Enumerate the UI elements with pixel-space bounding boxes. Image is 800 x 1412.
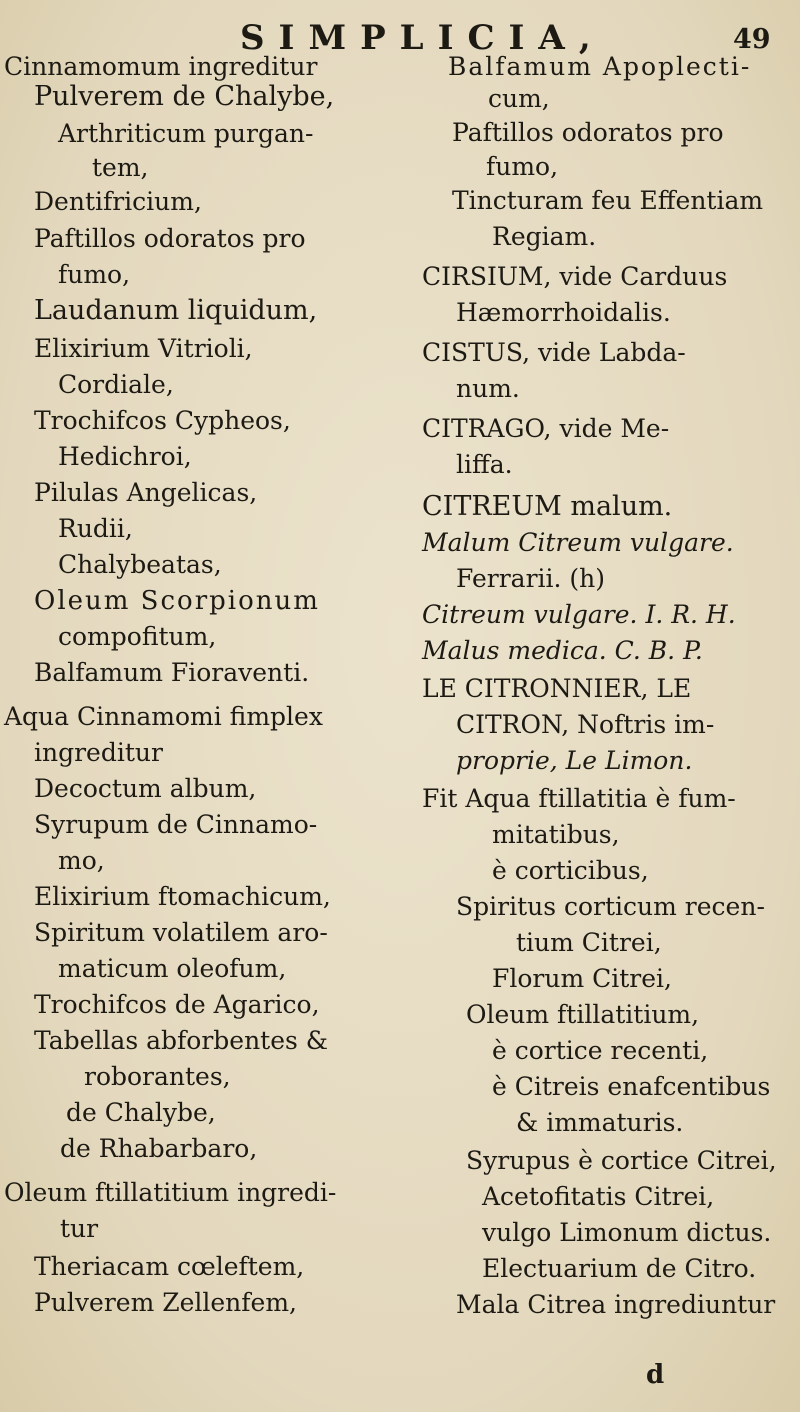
text-line: Hæmorrhoidalis. (456, 298, 671, 327)
text-line: Rudii, (58, 514, 133, 543)
text-line: Syrupum de Cinnamo- (34, 810, 318, 839)
text-line: Electuarium de Citro. (482, 1254, 757, 1283)
text-line: Ferrarii. (h) (456, 564, 606, 593)
text-line: Oleum ftillatitium, (466, 1000, 700, 1029)
text-line: & immaturis. (516, 1108, 684, 1137)
text-line: roborantes, (84, 1062, 231, 1091)
text-line: Aqua Cinnamomi fimplex (4, 702, 323, 731)
text-line: Acetofitatis Citrei, (482, 1182, 715, 1211)
text-line: tem, (92, 153, 149, 182)
text-line: LE CITRONNIER, LE (422, 674, 692, 703)
text-line: tium Citrei, (516, 928, 662, 957)
text-line: liffa. (456, 450, 513, 479)
text-line: tur (60, 1214, 99, 1243)
text-line: Trochifcos de Agarico, (34, 990, 320, 1019)
text-line: è corticibus, (492, 856, 649, 885)
text-line: CITRAGO, vide Me- (422, 414, 670, 443)
right-column (412, 52, 800, 1372)
text-line: CITREUM malum. (422, 491, 673, 522)
text-line: Pilulas Angelicas, (34, 478, 258, 507)
text-line: Balfamum Fioraventi. (34, 658, 310, 687)
text-line: Arthriticum purgan- (58, 119, 314, 148)
text-line: è cortice recenti, (492, 1036, 709, 1065)
text-line: de Rhabarbaro, (60, 1134, 258, 1163)
text-line: mitatibus, (492, 820, 620, 849)
text-line: Paftillos odoratos pro (34, 224, 306, 253)
text-line: maticum oleofum, (58, 954, 287, 983)
text-line: Syrupus è cortice Citrei, (466, 1146, 777, 1175)
text-line: Tincturam feu Effentiam (452, 186, 764, 215)
text-line: Chalybeatas, (58, 550, 222, 579)
text-line: Malum Citreum vulgare. (422, 528, 734, 557)
text-line: Fit Aqua ftillatitia è fum- (422, 784, 736, 813)
text-line: CITRON, Noftris im- (456, 710, 715, 739)
text-line: CIRSIUM, vide Carduus (422, 262, 728, 291)
text-line: cum, (488, 84, 550, 113)
text-line: Elixirium ftomachicum, (34, 882, 331, 911)
page-number: 49 (733, 24, 771, 55)
catchword: d (646, 1360, 665, 1390)
text-line: Cinnamomum ingreditur (4, 52, 318, 81)
left-column (0, 52, 400, 1372)
text-line: Malus medica. C. B. P. (422, 636, 703, 665)
text-line: Dentifricium, (34, 187, 202, 216)
text-line: de Chalybe, (66, 1098, 216, 1127)
text-line: Pulverem Zellenfem, (34, 1288, 297, 1317)
text-line: fumo, (58, 260, 131, 289)
text-line: è Citreis enafcentibus (492, 1072, 771, 1101)
text-line: Decoctum album, (34, 774, 257, 803)
text-line: Cordiale, (58, 370, 174, 399)
text-line: proprie, Le Limon. (456, 746, 693, 775)
text-line: Tabellas abforbentes & (34, 1026, 329, 1055)
text-line: Balfamum Apoplecti- (448, 52, 752, 81)
running-head: SIMPLICIA, (240, 18, 605, 58)
text-line: Paftillos odoratos pro (452, 118, 724, 147)
text-line: mo, (58, 846, 105, 875)
text-line: Hedichroi, (58, 442, 192, 471)
text-line: Pulverem de Chalybe, (34, 81, 335, 112)
text-line: vulgo Limonum dictus. (482, 1218, 772, 1247)
text-line: Mala Citrea ingrediuntur (456, 1290, 776, 1319)
text-line: Regiam. (492, 222, 597, 251)
text-line: fumo, (486, 152, 559, 181)
text-line: Spiritum volatilem aro- (34, 918, 328, 947)
text-line: Oleum ftillatitium ingredi- (4, 1178, 337, 1207)
text-line: num. (456, 374, 520, 403)
text-line: Trochifcos Cypheos, (34, 406, 291, 435)
text-line: ingreditur (34, 738, 163, 767)
text-line: Spiritus corticum recen- (456, 892, 765, 921)
text-line: Oleum Scorpionum (34, 586, 320, 616)
text-line: Theriacam cœleftem, (34, 1252, 305, 1281)
text-line: CISTUS, vide Labda- (422, 338, 686, 367)
text-line: Florum Citrei, (492, 964, 672, 993)
text-line: Laudanum liquidum, (34, 295, 318, 326)
text-line: compofitum, (58, 622, 217, 651)
text-line: Citreum vulgare. I. R. H. (422, 600, 736, 629)
text-line: Elixirium Vitrioli, (34, 334, 253, 363)
